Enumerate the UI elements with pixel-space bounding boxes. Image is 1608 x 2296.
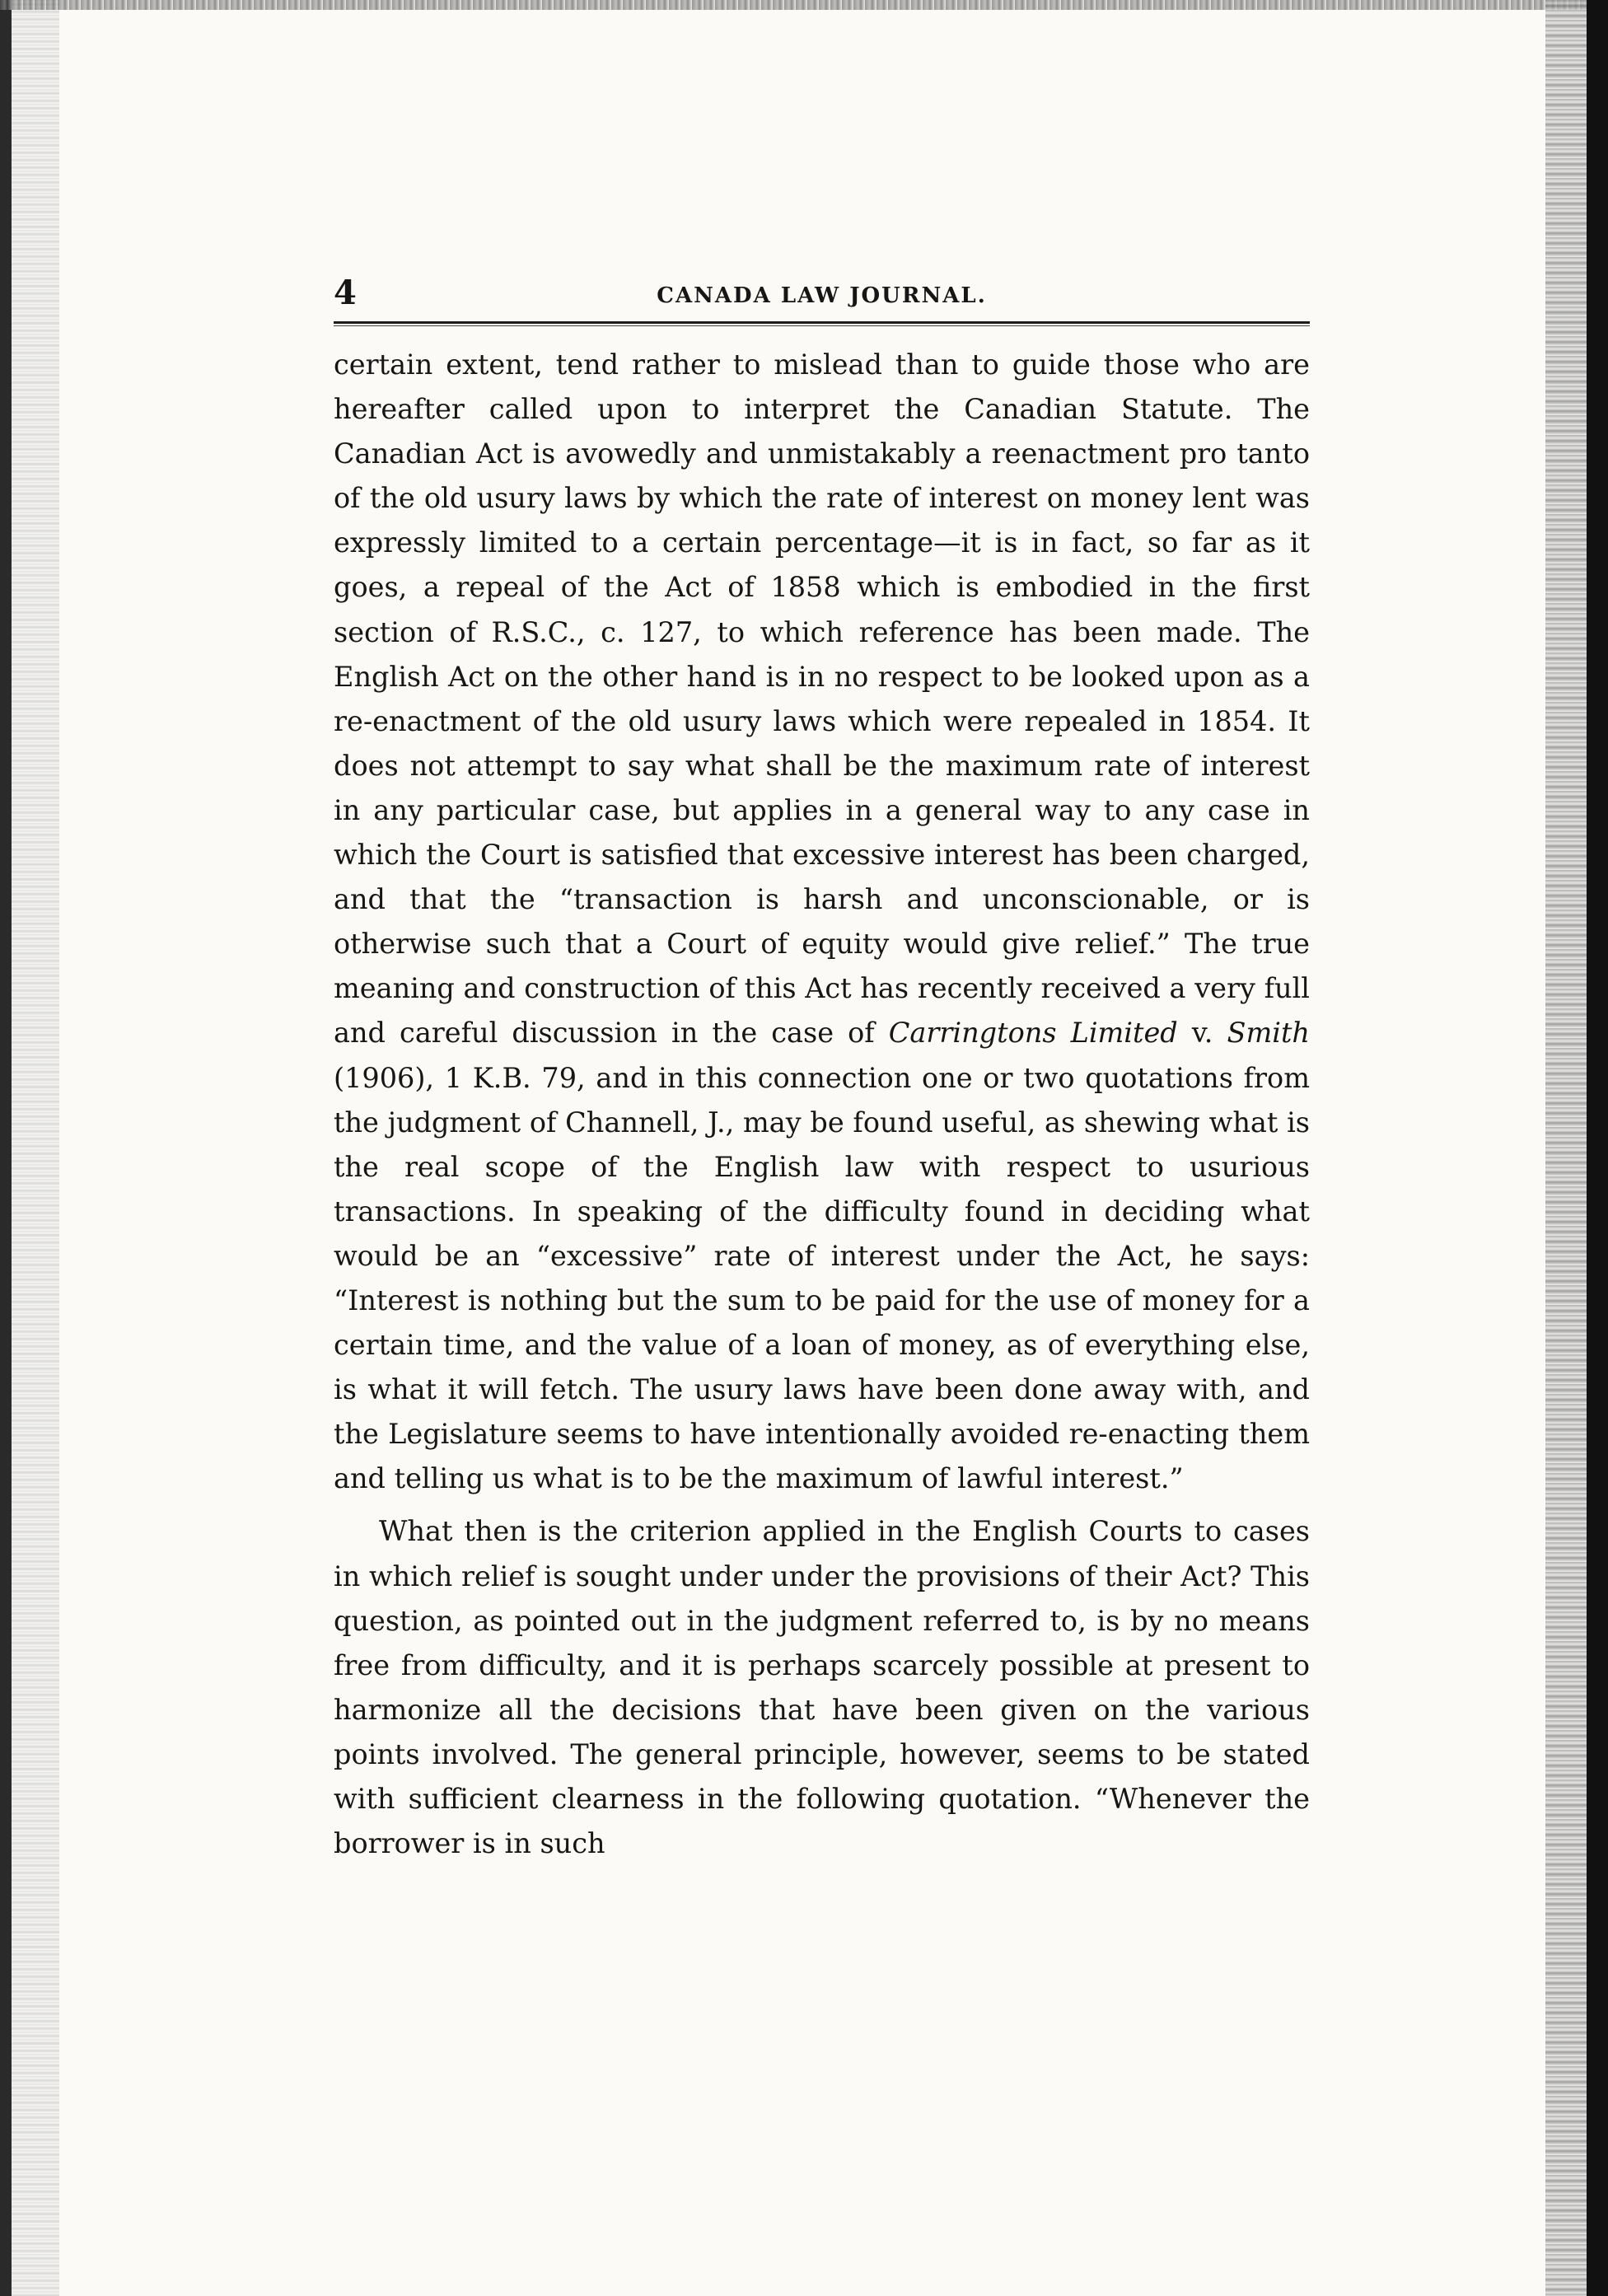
page-number: 4 bbox=[334, 274, 357, 312]
case-versus: v. bbox=[1191, 1017, 1213, 1050]
case-name-defendant: Smith bbox=[1227, 1017, 1310, 1050]
scan-edge-binding bbox=[0, 0, 12, 2296]
scan-edge-right-texture bbox=[1545, 0, 1587, 2296]
journal-page bbox=[334, 272, 1310, 1866]
article-body bbox=[334, 343, 1310, 1866]
running-head bbox=[334, 272, 1310, 321]
scan-edge-right bbox=[1587, 0, 1608, 2296]
paragraph-1-text-before-case: certain extent, tend rather to mislead than to guide those who are hereafter called upon to interpret the Canadian Statute. The Canadian Act is avowedly and unmistakably a reenactment pro tanto of the old usury laws by which the rate of interest on money lent was expressly limited to a certain percentage—it is in fact, so far as it goes, a repeal of the Act of 1858 which is embodied in the first section of R.S.C., c. 127, to which reference has been made. The English Act on the other hand is in no respect to be looked upon as a re-enactment of the old usury laws which were repealed in 1854. It does not attempt to say what shall be the maximum rate of interest in any particular case, but applies in a general way to any case in which the Court is satisfied that excessive interest has been charged, and that the “transaction is harsh and unconscionable, or is otherwise such that a Court of equity would give relief.” The true meaning and construction of this Act has recently received a very full and careful discussion in the case of bbox=[334, 348, 1310, 1050]
journal-title: CANADA LAW JOURNAL. bbox=[657, 283, 987, 308]
paragraph-2: What then is the criterion applied in the English Courts to cases in which relief is sought under under the provisions of their Act? This question, as pointed out in the judgment referred to, is by no means free from difficulty, and it is perhaps scarcely possible at present to harmonize all the decisions that have been given on the various points involved. The general principle, however, seems to be stated with sufficient clearness in the following quotation. “Whenever the borrower is in such bbox=[334, 1515, 1310, 1860]
paragraph-1 bbox=[334, 343, 1310, 1501]
case-name-plaintiff: Carringtons Limited bbox=[888, 1017, 1178, 1050]
scan-edge-top bbox=[0, 0, 1608, 10]
paragraph-1-text-after-case: (1906), 1 K.B. 79, and in this connection one or two quotations from the judgment of Channell, J., may be found useful, as shewing what is the real scope of the English law with respect to usurious transactions. In speaking of the difficulty found in deciding what would be an “excessive” rate of interest under the Act, he says: “Interest is nothing but the sum to be paid for the use of money for a certain time, and the value of a loan of money, as of everything else, is what it will fetch. The usury laws have been done away with, and the Legislature seems to have intentionally avoided re-enacting them and telling us what is to be the maximum of lawful interest.” bbox=[334, 1061, 1310, 1495]
header-rule bbox=[334, 321, 1310, 326]
